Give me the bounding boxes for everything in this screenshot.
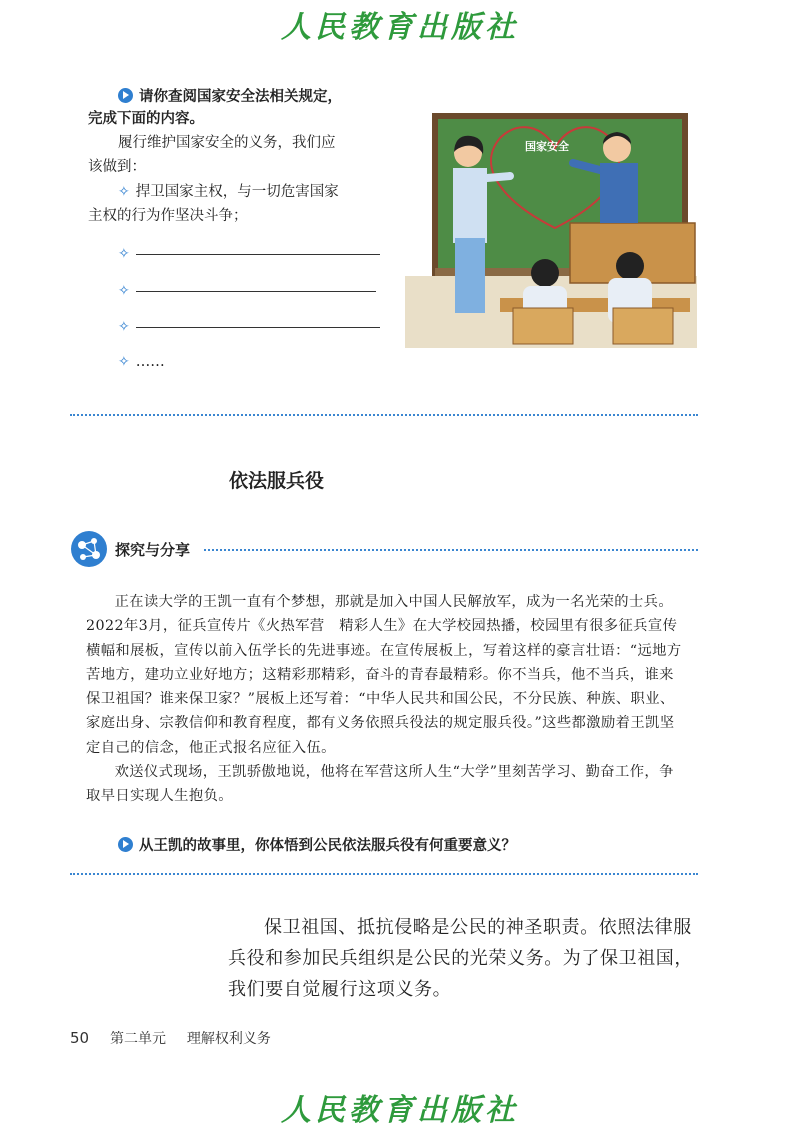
sparkle-bullet-icon: ✧ [118,319,130,335]
dotted-divider [204,549,698,551]
sparkle-bullet-icon: ✧ [118,283,130,299]
classroom-illustration [405,108,697,348]
page-number: 50 [70,1029,90,1047]
activity-prompt-line1: 请你查阅国家安全法相关规定， [139,89,342,105]
blank-item-2 [118,279,376,303]
dotted-divider [70,873,698,875]
dotted-divider [70,414,698,416]
explore-share-icon [70,530,108,568]
discussion-question-text: 从王凯的故事里，你体悟到公民依法服兵役有何重要意义？ [139,838,516,854]
activity-intro-line1: 履行维护国家安全的义务，我们应 [118,135,336,151]
unit-label: 第二单元 [110,1031,166,1047]
summary-text: 保卫祖国、抵抗侵略是公民的神圣职责。依照法律服兵役和参加民兵组织是公民的光荣义务。为了保卫祖国，我们要自觉履行这项义务。 [228,917,693,1000]
publisher-logo-footer: 人民教育出版社 [281,1093,519,1128]
ellipsis-text: …… [135,354,165,370]
story-paragraph-2: 欢送仪式现场，王凯骄傲地说，他将在军营这所人生“大学”里刻苦学习、勤奋工作，争取早日实现人生抱负。 [86,764,674,805]
arrow-circle-icon [118,88,133,103]
story-paragraph-1: 正在读大学的王凯一直有个梦想，那就是加入中国人民解放军，成为一名光荣的士兵。2022年3月，征兵宣传片《火热军营 精彩人生》在大学校园热播，校园里有很多征兵宣传横幅和展板，宣传以前入伍学长的先进事迹。在宣传展板上，写着这样的豪言壮语：“远地方苦地方，建功立业好地方；这精彩那精彩，奋斗的青春最精彩。你不当兵，他不当兵，谁来保卫祖国？谁来保卫家？”展板上还写着：“中华人民共和国公民，不分民族、种族、职业、家庭出身、宗教信仰和教育程度，都有义务依照兵役法的规定服兵役。”这些都激励着王凯坚定自己的信念，他正式报名应征入伍。 [86,594,682,756]
blank-line[interactable] [136,290,376,292]
sparkle-bullet-icon: ✧ [118,246,130,262]
blank-item-1 [118,242,380,266]
board-text: 国家安全 [525,140,569,153]
activity-item-1-line2: 主权的行为作坚决斗争； [88,208,248,224]
blank-line[interactable] [136,253,380,255]
story-text [86,590,682,809]
explore-share-label: 探究与分享 [115,541,191,559]
activity-item-1-line1: 捍卫国家主权，与一切危害国家 [135,184,339,200]
section-title: 依法服兵役 [229,470,325,492]
publisher-logo-header: 人民教育出版社 [281,10,519,45]
activity-intro-line2: 该做到： [88,159,146,175]
activity-prompt [118,86,418,108]
activity-prompt-line2: 完成下面的内容。 [88,111,204,127]
blank-item-ellipsis [118,350,165,374]
discussion-question [118,834,516,855]
activity-item-1 [118,180,339,204]
sparkle-bullet-icon: ✧ [118,184,130,200]
sparkle-bullet-icon: ✧ [118,354,130,370]
blank-item-3 [118,315,380,339]
arrow-circle-icon [118,837,133,852]
blank-line[interactable] [136,326,380,328]
unit-title: 理解权利义务 [186,1031,271,1047]
page-footer [70,1028,271,1048]
